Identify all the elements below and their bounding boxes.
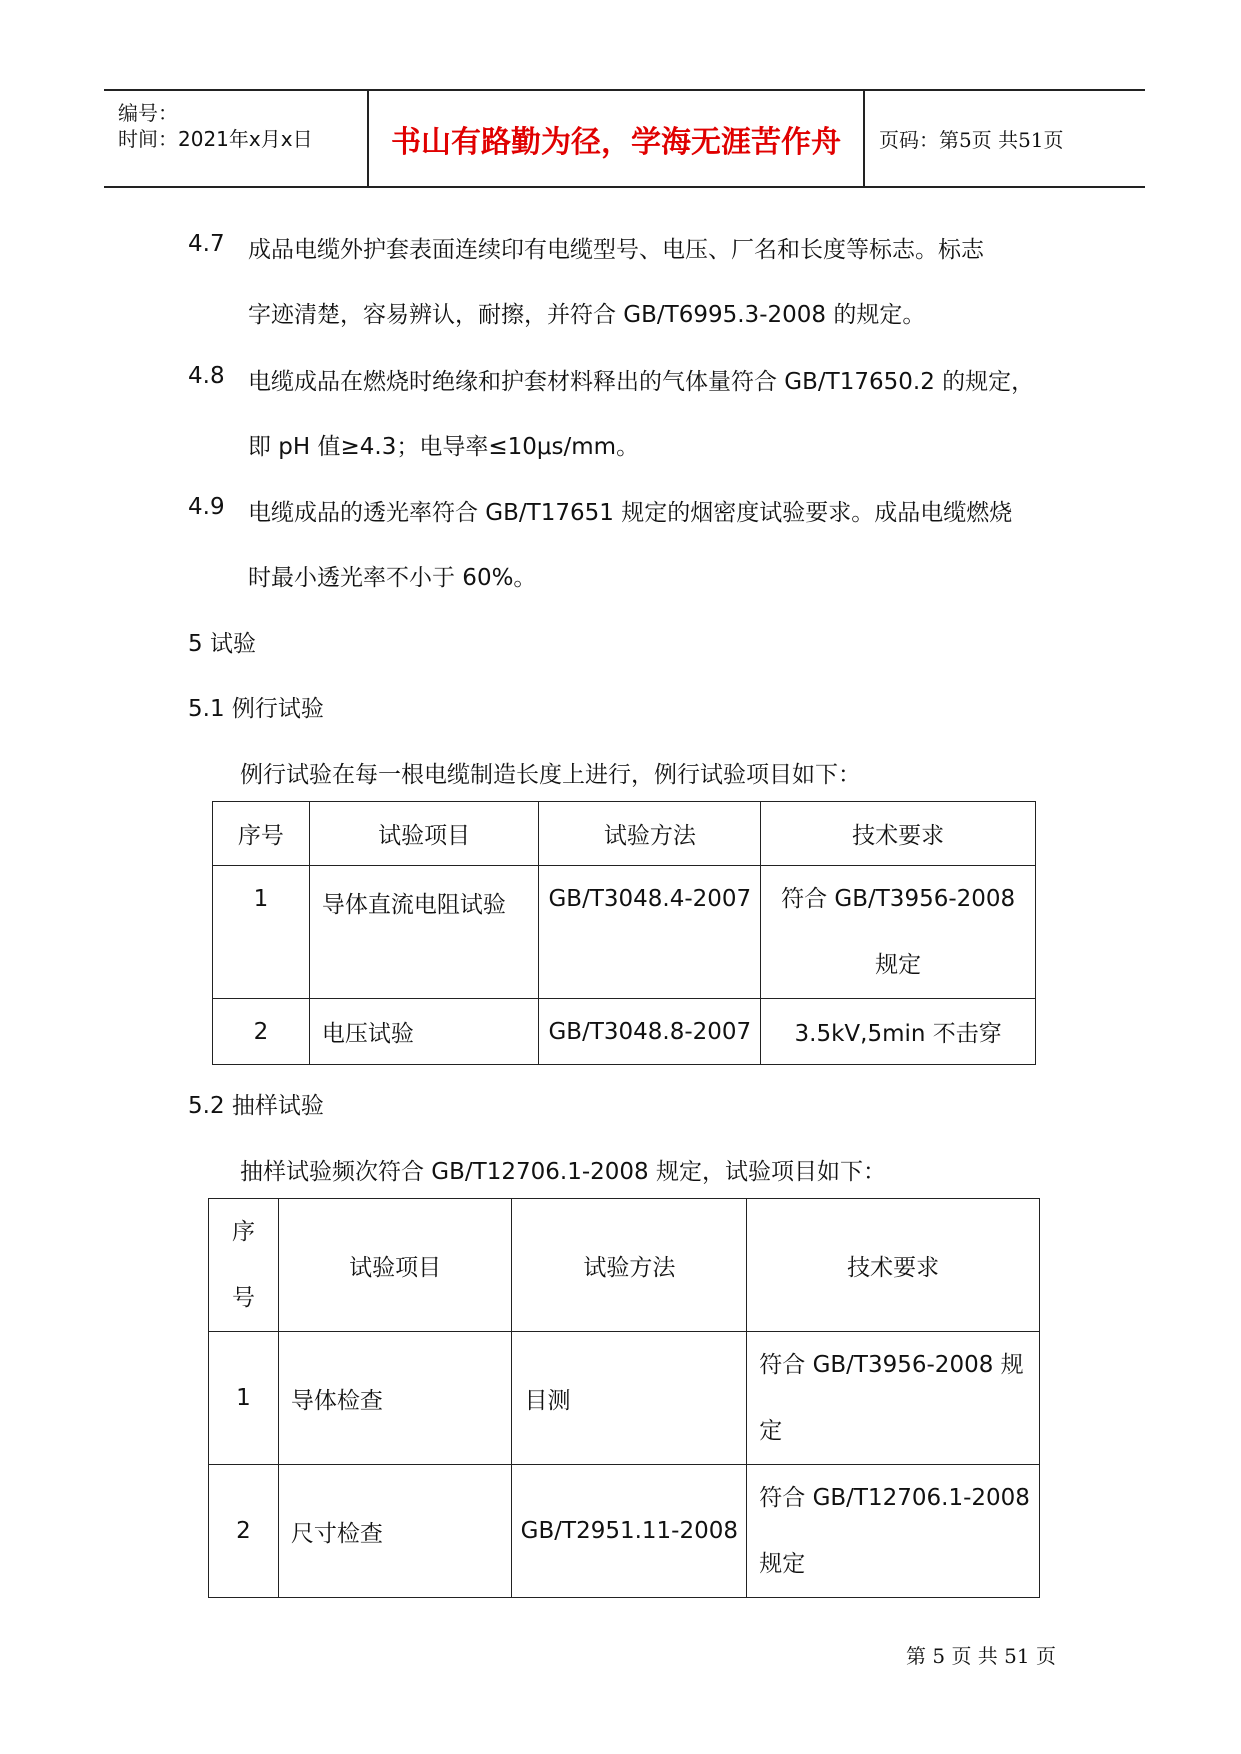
header-page-label: 页码：第5页 共51页: [879, 128, 1064, 152]
table-row: [213, 866, 1036, 999]
paragraph-line: 即 pH 值≥4.3；电导率≤10μs/mm。: [248, 434, 640, 460]
header-item: 试验项目: [278, 1199, 512, 1332]
cell-method: 目测: [512, 1332, 747, 1465]
paragraph-number: 4.9: [188, 494, 225, 520]
cell-no: 1: [209, 1332, 279, 1465]
requirement-line: 符合 GB/T3956-2008: [781, 886, 1016, 912]
header-no: 序号: [213, 802, 310, 866]
section-5-2-intro: 抽样试验频次符合 GB/T12706.1-2008 规定，试验项目如下：: [240, 1159, 886, 1185]
cell-no: 2: [213, 999, 310, 1065]
cell-no: 2: [209, 1465, 279, 1598]
header-method: 试验方法: [539, 802, 761, 866]
paragraph-number: 4.7: [188, 231, 225, 257]
header-requirement: 技术要求: [747, 1199, 1040, 1332]
section-5-1-title: 5.1 例行试验: [188, 696, 324, 722]
header-no-char: 号: [231, 1285, 255, 1311]
requirement-line: 规定: [759, 1551, 806, 1577]
routine-test-table: [212, 801, 1036, 1065]
table-header-row: [213, 802, 1036, 866]
requirement-line: 规定: [875, 952, 922, 978]
table-row: [209, 1465, 1040, 1598]
paragraph-line: 电缆成品在燃烧时绝缘和护套材料释出的气体量符合 GB/T17650.2 的规定，: [248, 369, 1035, 395]
cell-no: 1: [213, 866, 310, 999]
header-no: [209, 1199, 279, 1332]
header-item: 试验项目: [309, 802, 539, 866]
cell-method: GB/T2951.11-2008: [512, 1465, 747, 1598]
cell-item: 导体检查: [278, 1332, 512, 1465]
table-row: [209, 1332, 1040, 1465]
requirement-line: 符合 GB/T12706.1-2008: [759, 1485, 1030, 1511]
section-5-title: 5 试验: [188, 631, 256, 657]
time-label: 时间：2021年x月x日: [118, 127, 313, 151]
cell-method: GB/T3048.8-2007: [539, 999, 761, 1065]
cell-item: 尺寸检查: [278, 1465, 512, 1598]
cell-requirement: [761, 866, 1036, 999]
paragraph-number: 4.8: [188, 363, 225, 389]
table-header-row: [209, 1199, 1040, 1332]
cell-requirement: [747, 1465, 1040, 1598]
requirement-line: 符合 GB/T3956-2008 规: [759, 1352, 1024, 1378]
header-method: 试验方法: [512, 1199, 747, 1332]
cell-method: GB/T3048.4-2007: [539, 866, 761, 999]
paragraph-line: 成品电缆外护套表面连续印有电缆型号、电压、厂名和长度等标志。标志: [248, 237, 984, 263]
cell-item: 导体直流电阻试验: [309, 866, 539, 999]
header-meta: [104, 91, 369, 186]
paragraph-line: 字迹清楚，容易辨认，耐擦，并符合 GB/T6995.3-2008 的规定。: [248, 302, 926, 328]
cell-requirement: [747, 1332, 1040, 1465]
header-motto: 书山有路勤为径，学海无涯苦作舟: [369, 91, 865, 186]
section-5-1-intro: 例行试验在每一根电缆制造长度上进行，例行试验项目如下：: [240, 762, 861, 788]
paragraph-line: 电缆成品的透光率符合 GB/T17651 规定的烟密度试验要求。成品电缆燃烧: [248, 500, 1013, 526]
sampling-test-table: [208, 1198, 1040, 1598]
paragraph-line: 时最小透光率不小于 60%。: [248, 565, 537, 591]
cell-item: 电压试验: [309, 999, 539, 1065]
section-5-2-title: 5.2 抽样试验: [188, 1093, 324, 1119]
cell-requirement: 3.5kV,5min 不击穿: [761, 999, 1036, 1065]
header-no-char: 序: [231, 1219, 255, 1245]
table-row: [213, 999, 1036, 1065]
header-requirement: 技术要求: [761, 802, 1036, 866]
number-label: 编号：: [118, 101, 178, 125]
page-footer: 第 5 页 共 51 页: [906, 1644, 1056, 1668]
requirement-line: 定: [759, 1418, 783, 1444]
page-header: [104, 89, 1145, 188]
